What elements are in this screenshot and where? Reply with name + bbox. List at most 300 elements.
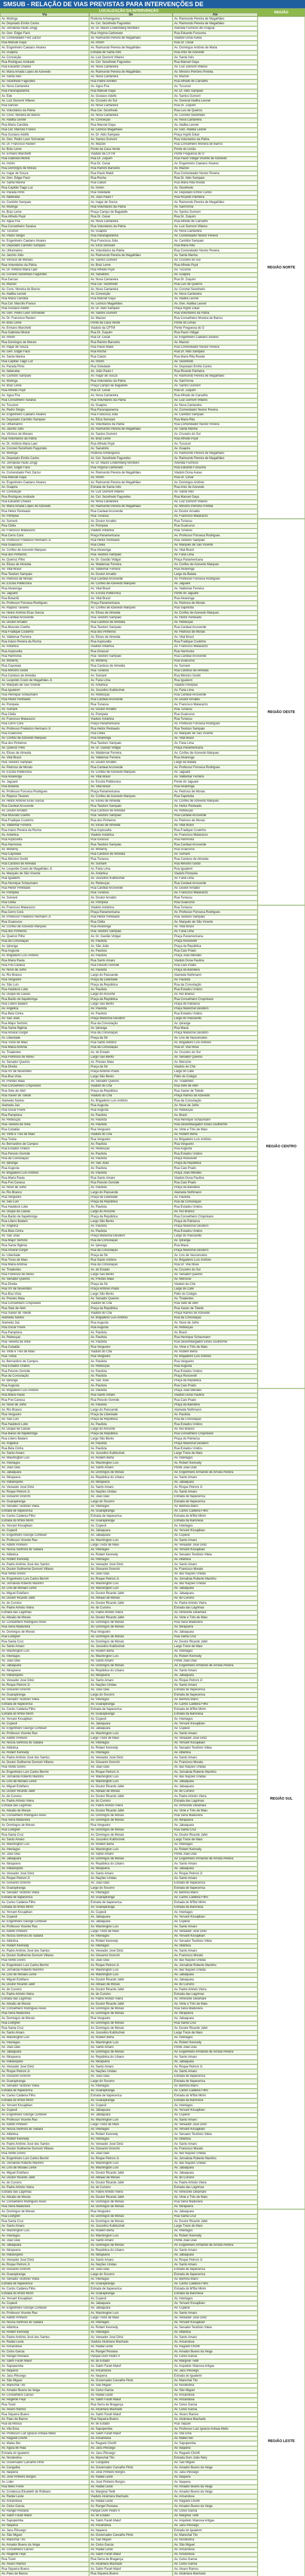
via-cell: Av. Mutinga	[0, 379, 89, 383]
ate-cell: Av. Professor Fonseca Rodrigues	[173, 722, 258, 726]
de-cell: Rua Dr. Zuquim	[89, 157, 173, 161]
via-cell: Av. Queiroz Filho	[0, 557, 89, 562]
ate-cell: Av. Jabaquara	[173, 1591, 258, 1596]
de-cell: Av. Ipiranga	[89, 1026, 173, 1030]
via-cell: Rua Heitor Penteado	[0, 509, 89, 514]
de-cell: Av. Mofarrej	[89, 848, 173, 852]
ate-cell: Av. Interlagos	[173, 1842, 258, 1847]
de-cell: Rua Dr. Cesar	[89, 335, 173, 340]
ate-cell: Av. Interlagos	[173, 1456, 258, 1461]
de-cell: Av. Luiz Dumont Villares	[89, 55, 173, 60]
ate-cell: Av. Raimundo Pereira de Magalhães	[173, 16, 258, 21]
via-cell: Rua dos Pinheiros	[0, 741, 89, 745]
ate-cell: Rua Dr. Cesar	[173, 41, 258, 45]
via-cell: Av. Gen. Edgar Facó	[0, 466, 89, 470]
via-cell: Av. Ultramarino	[0, 248, 89, 253]
ate-cell: Av. Santo Amaro	[173, 1861, 258, 1866]
de-cell: Av. Nova Cantareira	[89, 65, 173, 70]
ate-cell: Av. Senador Teotônio Vilela	[173, 1939, 258, 1943]
ate-cell: Av. Coronel Sezefredo	[173, 287, 258, 292]
via-cell: Av. Nossa Senhora do Sabará	[0, 1934, 89, 1939]
de-cell: Av. Doutor Ricardo Jafet	[89, 1591, 173, 1596]
de-cell: Av. do Estado	[89, 2359, 173, 2364]
via-cell: Av. Adolfo Pinheiro	[0, 2316, 89, 2320]
de-cell: Av. Nova Cantareira	[89, 75, 173, 79]
de-cell: Largo Treze de Maio	[89, 2316, 173, 2320]
de-cell: Av. Abraão de Morais	[89, 2176, 173, 2180]
ate-cell: Av. Celso Garcia	[173, 2402, 258, 2407]
via-cell: Av. Pedroso de Morais	[0, 765, 89, 770]
ate-cell: Av. Rubem Berta	[173, 1132, 258, 1137]
ate-cell: Ponte do Jaguaré	[173, 779, 258, 784]
ate-cell: Av. Roque Petroni Jr.	[173, 1871, 258, 1876]
via-cell: Alameda Jaú	[0, 1103, 89, 1108]
ate-cell: Av. Francisco Matarazzo	[173, 645, 258, 649]
via-cell: Rua Xavier de Toledo	[0, 1311, 89, 1316]
de-cell: Av. Domingos de Morais	[89, 2007, 173, 2011]
de-cell: Av. Domingos de Morais	[89, 1470, 173, 1475]
via-cell: Rua Manuel Gaya	[0, 41, 89, 45]
ate-cell: Rua Maria Rita Rueda	[173, 181, 258, 185]
de-cell: Viaduto Antártica	[89, 717, 173, 721]
de-cell: Rua Cardeal Arcoverde	[89, 886, 173, 891]
de-cell: Av. Washington Luís	[89, 1461, 173, 1465]
via-cell: Av. São Luís	[0, 1417, 89, 1422]
ate-cell: Av. Raimundo Pereira de Magalhães	[173, 456, 258, 461]
de-cell: Rua Dr. Cesar	[89, 161, 173, 166]
de-cell: Av. Domingos de Morais	[89, 1664, 173, 1668]
de-cell: Av. do Cursino	[89, 2185, 173, 2190]
de-cell: Ponte da Casa Verde	[89, 147, 173, 151]
de-cell: Av. Cel. Sezefredo Fagundes	[89, 495, 173, 499]
via-cell: Av. Carlos Caldeira Filho	[0, 2286, 89, 2291]
via-cell: Av. João Dias	[0, 2045, 89, 2050]
de-cell: Largo do Arouche	[89, 992, 173, 997]
de-cell: Rua Soledade	[89, 364, 173, 369]
de-cell: Av. Domingos de Morais	[89, 2021, 173, 2026]
de-cell: Av. Santos Dumont	[89, 137, 173, 142]
de-cell: Rua Augusta	[89, 1320, 173, 1325]
via-cell: Av. Nossa Senhora do Sabará	[0, 1741, 89, 1745]
ate-cell: Av. Roque Petroni Jr.	[173, 2064, 258, 2069]
de-cell: Av. Washington Luís	[89, 1582, 173, 1586]
ate-cell: Av. Amador Bueno da Veiga	[173, 2349, 258, 2354]
ate-cell: Av. Corifeu de Azevedo Marques	[173, 562, 258, 567]
via-cell: Av. Coronel Sezefredo Fagundes	[0, 446, 89, 451]
de-cell: Av. João Dias	[89, 1765, 173, 1770]
via-cell: Rua Loefgren	[0, 1828, 89, 1833]
via-cell: Av. Indianópolis	[0, 2060, 89, 2064]
ate-cell: Av. Ragueb Chohfi	[173, 2499, 258, 2504]
via-cell: Av. Nove de Julho	[0, 968, 89, 973]
via-cell: Av. Pedro Sérgio	[0, 408, 89, 412]
via-cell: Av. Domingos de Morais	[0, 2016, 89, 2021]
de-cell: Av. Paulista	[89, 1374, 173, 1378]
ate-cell: Av. Celso Garcia	[173, 2509, 258, 2514]
ate-cell: Rua Cardeal Arcoverde	[173, 842, 258, 847]
ate-cell: Rua Taquari	[173, 2422, 258, 2427]
ate-cell: Av. Vital Brasil	[173, 823, 258, 828]
de-cell: Av. do Estado	[89, 1267, 173, 1272]
de-cell: Av. Raimundo Pereira de Magalhães	[89, 253, 173, 258]
ate-cell: Praça do Patriarca	[173, 1436, 258, 1441]
via-cell: Av. Vereador José Diniz	[0, 2258, 89, 2262]
ate-cell: Praça João Mendes	[173, 954, 258, 958]
de-cell: Av. Paulista	[89, 1224, 173, 1229]
ate-cell: Praça da República	[173, 944, 258, 948]
ate-cell: Rua Caio Prado	[173, 948, 258, 953]
de-cell: Rua Teodoro Sampaio	[89, 814, 173, 818]
de-cell: Av. Doutor Ricardo Jafet	[89, 2171, 173, 2175]
ate-cell: Av. Santa Marina	[173, 427, 258, 432]
de-cell: Av. Roque Petroni Jr.	[89, 1770, 173, 1774]
de-cell: Largo São Bento	[89, 1055, 173, 1060]
de-cell: Av. Domingos de Morais	[89, 2205, 173, 2209]
de-cell: Av. Vereador José Diniz	[89, 1948, 173, 1953]
de-cell: Av. Alcântara Machado	[89, 2408, 173, 2412]
via-cell: Av. Engenheiro George Corbisier	[0, 1533, 89, 1538]
via-cell: Av. Parada Pinto	[0, 364, 89, 369]
via-cell: Av. Abraão de Morais	[0, 2002, 89, 2006]
de-cell: Av. Sumaré	[89, 673, 173, 678]
de-cell: Av. Cupecê	[89, 1523, 173, 1528]
ate-cell: Estrada da Baronesa	[173, 1905, 258, 1910]
de-cell: Av. Ibirapuera	[89, 1673, 173, 1678]
ate-cell: Av. Ibirapuera	[173, 1625, 258, 1630]
via-cell: Av. Raposo Tavares	[0, 794, 89, 799]
via-cell: Rua Cerro Corá	[0, 533, 89, 538]
via-cell: Estrada das Lágrimas	[0, 1611, 89, 1615]
via-cell: Av. Yervant Kissajikian	[0, 1910, 89, 1914]
de-cell: Av. Guarapiranga	[89, 2089, 173, 2093]
de-cell: Av. Doutor Ricardo Jafet	[89, 2180, 173, 2185]
de-cell: Rua da Consolação	[89, 1239, 173, 1243]
ate-cell: Praça Panamericana	[173, 557, 258, 562]
ate-cell: Rua Sete de Abril	[173, 1301, 258, 1306]
via-cell: Rua Haddock Lobo	[0, 1422, 89, 1427]
ate-cell: Av. Heitor Penteado	[173, 804, 258, 808]
de-cell: Av. Interlagos	[89, 1698, 173, 1702]
ate-cell: Av. Vital Brasil	[173, 736, 258, 741]
de-cell: Rua Manoel Gaya	[89, 123, 173, 127]
de-cell: Av. Guapira	[89, 229, 173, 234]
ate-cell: Av. Brasil	[173, 1113, 258, 1117]
via-cell: Av. Cupecê	[0, 2108, 89, 2112]
ate-cell: Rua Estados Unidos	[173, 1369, 258, 1374]
de-cell: Av. Roque Petroni Jr.	[89, 1577, 173, 1581]
via-cell: Rua Siqueira Bueno	[0, 2567, 89, 2571]
de-cell: Av. São João	[89, 944, 173, 948]
de-cell: Rua Alvarenga	[89, 736, 173, 741]
via-cell: Av. Washington Luís	[0, 1842, 89, 1847]
de-cell: Av. Jabaquara	[89, 2306, 173, 2311]
de-cell: Av. Dr. Mauro Lindemberg Monteiro	[89, 461, 173, 466]
via-cell: Av. Jornalista Paulo Zingg	[0, 461, 89, 466]
ate-cell: Rua Desembargador Eliseu Guilherme	[173, 1340, 258, 1345]
via-cell: Av. Brás Leme	[0, 321, 89, 326]
via-cell: Rua Loefgren	[0, 2214, 89, 2219]
de-cell: Estrada de Itapecerica	[89, 1900, 173, 1905]
via-cell: Av. Carlos Caldeira Filho	[0, 1514, 89, 1518]
ate-cell: Av. Vereador José Diniz	[173, 1929, 258, 1934]
via-cell: Rua Butantã	[0, 596, 89, 601]
de-cell: Praça Marechal Deodoro	[89, 1234, 173, 1239]
via-cell: Av. Miguel Estéfano	[0, 2171, 89, 2175]
via-cell: Rua dos Pinheiros	[0, 929, 89, 934]
de-cell: Av. Washington Luís	[89, 1586, 173, 1591]
via-cell: Av. Parada Pinto	[0, 191, 89, 195]
de-cell: Rua Siqueira Bueno	[89, 2417, 173, 2421]
via-cell: Av. Tiradentes	[0, 1267, 89, 1272]
ate-cell: Av. Robert Kennedy	[173, 1847, 258, 1852]
de-cell: Av. Aricanduva	[89, 2369, 173, 2374]
via-cell: Rua Heitor Penteado	[0, 698, 89, 702]
via-cell: Av. Gen. Edgar Facó	[0, 176, 89, 180]
via-cell: Av. Adolfo Pinheiro	[0, 1543, 89, 1548]
de-cell: Av. Escola Politécnica	[89, 591, 173, 596]
via-cell: Av. Mutinga	[0, 451, 89, 456]
via-cell: Av. Amador Bueno da Veiga	[0, 2388, 89, 2393]
via-cell: Av. Gen. Edgar Facó	[0, 31, 89, 36]
de-cell: Av. Vital Brasil	[89, 586, 173, 591]
via-cell: Av. Engenheiro Luís Carlos Berrini	[0, 2156, 89, 2161]
via-cell: Av. Rio Branco	[0, 1408, 89, 1412]
de-cell: Av. Prestes Maia	[89, 1060, 173, 1064]
via-cell: Av. Carlos Caldeira Filho	[0, 1900, 89, 1905]
ate-cell: Av. do Cursino	[173, 2176, 258, 2180]
de-cell: Av. Paulista	[89, 1157, 173, 1161]
de-cell: Av. República do Líbano	[89, 2055, 173, 2059]
de-cell: Av. Paulista	[89, 1007, 173, 1011]
via-cell: Rua Santa Cruz	[0, 1639, 89, 1644]
via-cell: Av. Ataliba Leonel	[0, 292, 89, 296]
ate-cell: Rua Dr. Zuquim	[173, 277, 258, 282]
ate-cell: Av. Nova Cantareira	[173, 403, 258, 408]
ate-cell: Av. Belmira Marin	[173, 1698, 258, 1702]
via-cell: Rua Sena Madureira	[0, 2011, 89, 2016]
ate-cell: Praça da Bandeira	[173, 968, 258, 973]
via-cell: Av. Roque Petroni Jr.	[0, 1876, 89, 1880]
via-cell: Av. Eliseu de Almeida	[0, 562, 89, 567]
via-cell: Rua Teixeira da Silva	[0, 1123, 89, 1127]
via-cell: Rua Fradique Coutinho	[0, 630, 89, 635]
ate-cell: Av. Cruzeiro do Sul	[173, 1050, 258, 1055]
de-cell: Av. Guarapiranga	[89, 1509, 173, 1514]
ate-cell: Viaduto Dona Aurea	[173, 36, 258, 41]
de-cell: Av. Washington Luís	[89, 2311, 173, 2315]
via-cell: Av. Engenheiro Luís Carlos Berrini	[0, 1770, 89, 1774]
de-cell: Av. Salim Farah Maluf	[89, 2412, 173, 2417]
ate-cell: Av. das Nações Unidas	[173, 2161, 258, 2166]
de-cell: Rua Ramiro Barcelos	[89, 340, 173, 345]
ate-cell: Av. Vila Ema	[173, 2432, 258, 2436]
de-cell: Av. Interlagos	[89, 1934, 173, 1939]
via-cell: Av. Leopoldo Couto de Magalhães Jr.	[0, 867, 89, 871]
de-cell: Av. Paulista	[89, 1383, 173, 1388]
ate-cell: Ponte do Jaguaré	[173, 591, 258, 596]
via-cell: Av. Marechal Tito	[0, 2538, 89, 2543]
de-cell: Av. Domingos de Morais	[89, 1625, 173, 1630]
ate-cell: Av. Marechal Tito	[173, 2533, 258, 2537]
ate-cell: Rua Cardeal Arcoverde	[173, 814, 258, 818]
ate-cell: Rua Henrique Schaumann	[173, 1335, 258, 1340]
via-cell: Av. Sezefredo Fagundes	[0, 79, 89, 84]
de-cell: Av. Juscelino Kubitschek	[89, 1644, 173, 1649]
ate-cell: Av. Roque Petroni Jr.	[173, 1485, 258, 1489]
via-cell: Av. Pompeia	[0, 514, 89, 519]
ate-cell: Estrada do M'Boi Mirim	[173, 2093, 258, 2098]
de-cell: Av. Vereador José Diniz	[89, 1755, 173, 1760]
de-cell: Av. Domingos de Morais	[89, 1857, 173, 1861]
de-cell: Av. Ibirapuera	[89, 1867, 173, 1871]
de-cell: Av. do Estado	[89, 1050, 173, 1055]
ate-cell: Rua Ministro Godói	[173, 673, 258, 678]
ate-cell: Av. Rio Branco	[173, 1427, 258, 1432]
via-cell: Av. Lino de Moraes Leme	[0, 1780, 89, 1784]
via-cell: Av. Conselheiro Rodrigues Alves	[0, 1620, 89, 1625]
de-cell: Av. Raimundo Pereira de Magalhães	[89, 45, 173, 50]
ate-cell: Rua da Consolação	[173, 1200, 258, 1205]
ate-cell: Av. São Miguel	[173, 2543, 258, 2547]
de-cell: Av. João Dias	[89, 1572, 173, 1577]
ate-cell: Av. Mercúrio	[173, 1277, 258, 1282]
via-cell: Av. Jacinto Júlio	[0, 253, 89, 258]
via-cell: Av. Professor Frederico Hermann Jr.	[0, 538, 89, 543]
via-cell: Av. Santo Amaro	[0, 1837, 89, 1842]
de-cell: Av. Rubem Berta	[89, 2229, 173, 2233]
via-cell: Rua Capitão Tiago Luz	[0, 185, 89, 190]
de-cell: Av. Sanatório	[89, 446, 173, 451]
ate-cell: Av. Atlântica	[173, 1944, 258, 1948]
ate-cell: Av. Yervant Kissajikian	[173, 1741, 258, 1745]
via-cell: Rua Sena Madureira	[0, 2205, 89, 2209]
ate-cell: Av. Atlântica	[173, 1751, 258, 1755]
ate-cell: Rua Alfredo Pujol	[173, 263, 258, 267]
via-cell: Av. Maria Amalia Lopes de Azevedo	[0, 504, 89, 509]
ate-cell: Av. Corifeu de Azevedo Marques	[173, 799, 258, 804]
ate-cell: Rua Caio Prado	[173, 1166, 258, 1171]
via-cell: Rua Tutóia	[0, 1354, 89, 1359]
via-cell: Av. Rio Branco	[0, 973, 89, 977]
de-cell: Av. Paulista	[89, 1171, 173, 1176]
via-cell: Av. Inajar de Souza	[0, 345, 89, 350]
de-cell: Rua Cardeal Arcoverde	[89, 577, 173, 582]
de-cell: Av. Juscelino Kubitschek	[89, 876, 173, 881]
de-cell: Av. Roque Petroni Jr.	[89, 2156, 173, 2161]
de-cell: Av. Washington Luís	[89, 1731, 173, 1736]
ate-cell: Av. Yervant Kissajikian	[173, 2301, 258, 2306]
ate-cell: Av. Faria Lima	[173, 929, 258, 934]
via-cell: Estrada do M'Boi Mirim	[0, 2098, 89, 2103]
via-cell: Av. Ibirapuera	[0, 1861, 89, 1866]
de-cell: Av. Rebouças	[89, 881, 173, 886]
de-cell: Av. José Pinheiro Borges	[89, 2470, 173, 2475]
ate-cell: Av. Marquês de São Vicente	[173, 920, 258, 924]
de-cell: Av. Santo Amaro	[89, 2064, 173, 2069]
via-cell: Av. Jacinto Júlio	[0, 427, 89, 432]
de-cell: Av. Radial Leste	[89, 2499, 173, 2504]
de-cell: Av. Santo Amaro	[89, 1485, 173, 1489]
via-cell: Alameda Santos	[0, 1316, 89, 1320]
de-cell: Rua dos Pinheiros	[89, 630, 173, 635]
ate-cell: Rua Turiassu	[173, 895, 258, 900]
via-cell: Av. Celso Garcia	[0, 2504, 89, 2509]
ate-cell: Av. Atlântica	[173, 2330, 258, 2335]
ate-cell: Av. Robert Kennedy	[173, 2233, 258, 2238]
via-cell: Av. Regente Feijó	[0, 2398, 89, 2402]
de-cell: Rua Teodoro Sampaio	[89, 625, 173, 630]
de-cell: Rua Alfredo Pujol	[89, 442, 173, 446]
ate-cell: Av. das Nações Unidas	[173, 1765, 258, 1770]
de-cell: Rua Peixoto Gomide	[89, 963, 173, 968]
ate-cell: Av. Mazzei	[173, 340, 258, 345]
ate-cell: Av. Jabaquara	[173, 2253, 258, 2258]
ate-cell: Estrada Dom João Nery	[173, 2455, 258, 2460]
de-cell: Av. Interlagos	[89, 1504, 173, 1509]
via-cell: Rua Aspicuelta	[0, 649, 89, 654]
de-cell: Av. Escola Politécnica	[89, 779, 173, 784]
de-cell: Av. Nova Cantareira	[89, 393, 173, 398]
de-cell: Av. Domingos de Morais	[89, 2243, 173, 2248]
ate-cell: Rua Eduardo Fussuma	[173, 466, 258, 470]
ate-cell: Av. Paulista	[173, 1412, 258, 1417]
via-cell: Av. Queiroz Filho	[0, 934, 89, 939]
de-cell: Rodovia Anhanguera	[89, 16, 173, 21]
via-cell: Av. Ataliba Leonel	[0, 118, 89, 123]
de-cell: Praça da República	[89, 1214, 173, 1219]
ate-cell: Rua Santa Cruz	[173, 2214, 258, 2219]
ate-cell: Rua Desembargador Eliseu Guilherme	[173, 1123, 258, 1127]
via-cell: Av. Eliseu de Almeida	[0, 751, 89, 755]
ate-cell: Av. Dr. Aldo Sampaio	[173, 89, 258, 94]
de-cell: Av. Jabaquara	[89, 1726, 173, 1731]
de-cell: Av. Paulista	[89, 939, 173, 944]
de-cell: Av. Nações Unidas	[89, 2262, 173, 2267]
de-cell: Av. Salim Farah Maluf	[89, 2552, 173, 2557]
via-cell: Av. Professor Vicente Rao	[0, 1538, 89, 1543]
de-cell: Av. Doutor Ricardo Jafet	[89, 1808, 173, 1813]
de-cell: Rua Clélia	[89, 920, 173, 924]
de-cell: Av. Paulista	[89, 1446, 173, 1451]
ate-cell: Rua Teodoro Sampaio	[173, 538, 258, 543]
via-cell: Av. Sumaré	[0, 519, 89, 523]
de-cell: Av. Salim Farah Maluf	[89, 2364, 173, 2368]
header-regiao: REGIÃO	[258, 8, 305, 16]
via-cell: Av. Professor Vicente Rao	[0, 2117, 89, 2122]
de-cell: Av. Domingos de Morais	[89, 2050, 173, 2055]
de-cell: Rua dos Pinheiros	[89, 818, 173, 823]
via-cell: Av. Imirim	[0, 335, 89, 340]
ate-cell: Av. Senador Queirós	[173, 1273, 258, 1277]
via-cell: Av. Padre Arlindo Vieira	[0, 1605, 89, 1610]
ate-cell: Av. Sant'Anna	[173, 379, 258, 383]
de-cell: Av. Antártica	[89, 871, 173, 876]
de-cell: Av. Gustavo Adolfo	[89, 94, 173, 98]
via-cell: Av. Vital Brasil	[0, 567, 89, 572]
de-cell: Av. Paulista	[89, 1151, 173, 1156]
de-cell: Av. Washington Luís	[89, 2117, 173, 2122]
ate-cell: Av. Ataliba Leonel	[173, 123, 258, 127]
via-cell: Av. Cupecê	[0, 1528, 89, 1533]
via-cell: Rua Gabriela Mistral	[0, 157, 89, 161]
via-cell: Av. Professor Fonseca Rodrigues	[0, 789, 89, 794]
via-cell: Av. Engenheiro Luís Carlos Berrini	[0, 1963, 89, 1968]
de-cell: Av. Antártica	[89, 683, 173, 688]
ate-cell: Av. Francisco Matarazzo	[173, 702, 258, 707]
ate-cell: Av. Faria Lima	[173, 741, 258, 745]
ate-cell: Av. Brasil	[173, 1330, 258, 1335]
ate-cell: Av. Rebouças	[173, 620, 258, 625]
